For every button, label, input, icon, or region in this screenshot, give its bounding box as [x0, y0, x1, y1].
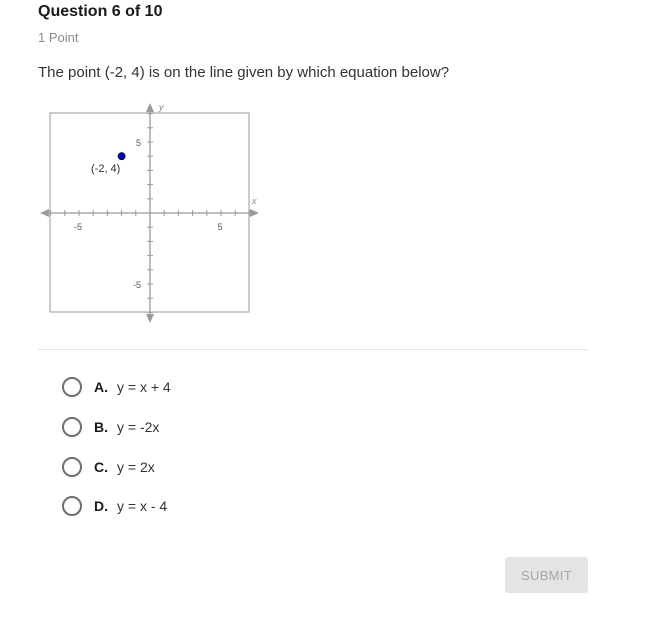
- y-tick-label-neg5: -5: [132, 280, 141, 290]
- choice-text: y = x - 4: [117, 498, 168, 514]
- choice-text: y = 2x: [117, 459, 155, 475]
- radio-icon[interactable]: [62, 496, 82, 516]
- x-axis-label: x: [252, 196, 257, 206]
- question-points: 1 Point: [38, 30, 79, 45]
- x-axis-left-arrow: [40, 209, 49, 217]
- y-axis-bottom-arrow: [146, 314, 154, 323]
- choice-a[interactable]: [62, 376, 171, 398]
- choice-letter: A.: [94, 379, 108, 395]
- choice-text: y = -2x: [117, 419, 160, 435]
- choice-d[interactable]: [62, 495, 167, 517]
- x-tick-label-5: 5: [217, 222, 223, 232]
- divider: [38, 349, 588, 350]
- radio-icon[interactable]: [62, 417, 82, 437]
- x-axis-right-arrow: [250, 209, 259, 217]
- question-prompt: The point (-2, 4) is on the line given by which equation below?: [38, 64, 450, 81]
- plotted-point: [118, 153, 125, 160]
- y-axis-label: y: [159, 102, 164, 112]
- radio-icon[interactable]: [62, 457, 82, 477]
- choice-letter: B.: [94, 419, 108, 435]
- choice-b[interactable]: [62, 416, 159, 438]
- choice-letter: D.: [94, 498, 108, 514]
- point-label: (-2, 4): [91, 163, 121, 175]
- submit-button[interactable]: SUBMIT: [505, 557, 588, 593]
- question-title: Question 6 of 10: [38, 3, 163, 20]
- radio-icon[interactable]: [62, 377, 82, 397]
- y-tick-label-5: 5: [135, 138, 141, 148]
- choice-c[interactable]: [62, 456, 155, 478]
- choice-letter: C.: [94, 459, 108, 475]
- x-tick-label-neg5: -5: [73, 222, 83, 232]
- y-axis-top-arrow: [146, 103, 154, 112]
- choice-text: y = x + 4: [117, 379, 171, 395]
